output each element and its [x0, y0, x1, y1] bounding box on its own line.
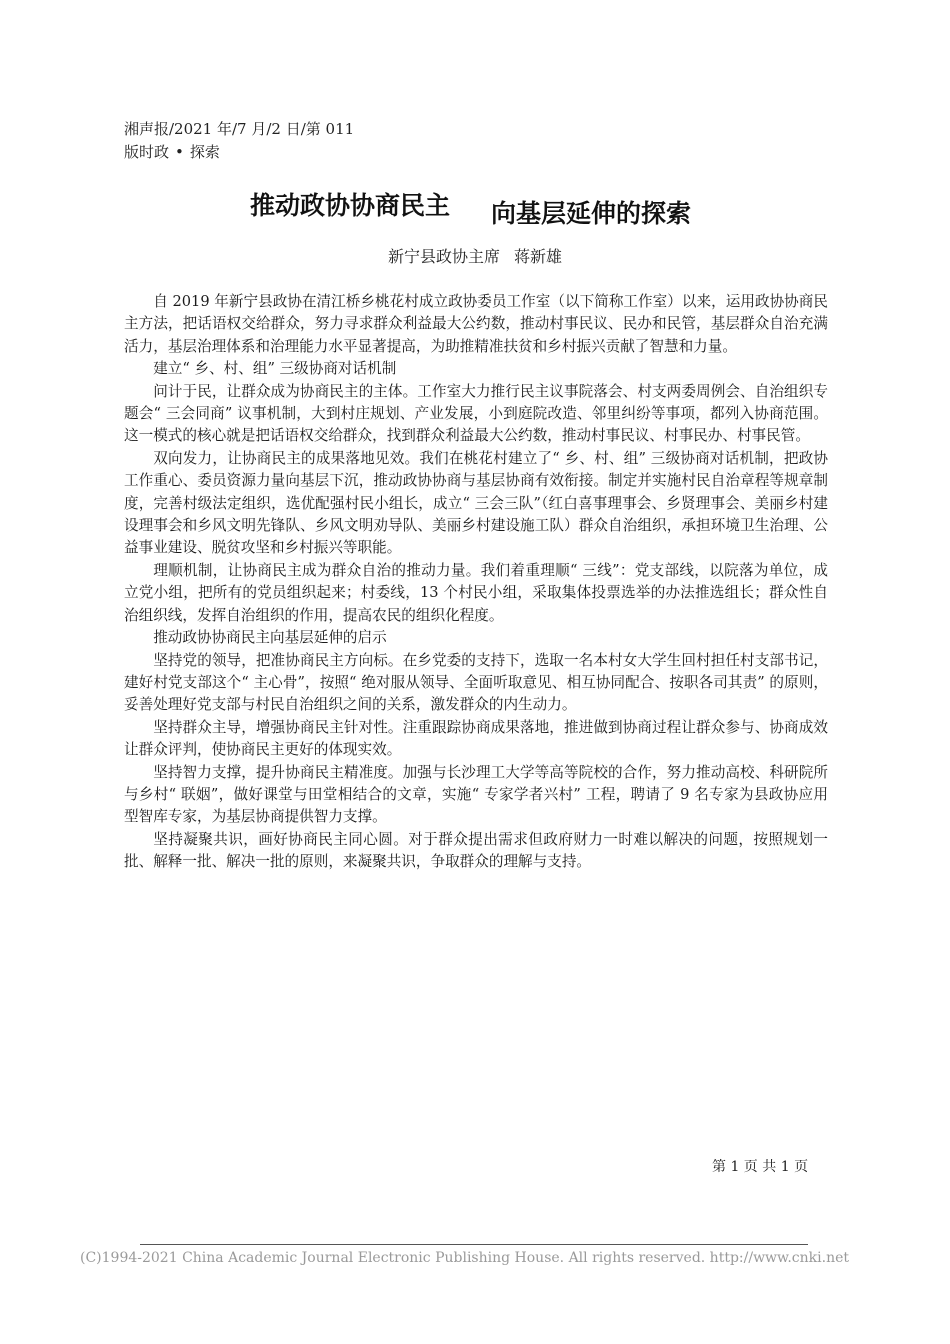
- paragraph: 理顺机制，让协商民主成为群众自治的推动力量。我们着重理顺“ 三线”：党支部线，以院落为单位，成立党小组，把所有的党员组织起来；村委线，13 个村民小组，采取集体投票选举的办法推选组长；群众性自治组织线，发挥自治组织的作用，提高农民的组织化程度。: [124, 561, 828, 624]
- copyright-notice: (C)1994-2021 China Academic Journal Electronic Publishing House. All rights reserved. http://www.cnki.net: [80, 1250, 850, 1266]
- title-part-2: 向基层延伸的探索: [491, 199, 692, 228]
- article-body: [124, 291, 828, 874]
- section-line: [124, 141, 354, 164]
- bullet-separator: •: [175, 143, 184, 161]
- subheading: 推动政协协商民主向基层延伸的启示: [153, 629, 387, 647]
- page-number: 第 1 页 共 1 页: [712, 1159, 809, 1175]
- section-label: 版时政: [124, 143, 170, 161]
- paragraph: 坚持群众主导，增强协商民主针对性。注重跟踪协商成果落地，推进做到协商过程让群众参与、协商成效让群众评判，使协商民主更好的体现实效。: [124, 718, 828, 759]
- paragraph: 问计于民，让群众成为协商民主的主体。工作室大力推行民主议事院落会、村支两委周例会、自治组织专题会“ 三会同商” 议事机制，大到村庄规划、产业发展，小到庭院改造、邻里纠纷等事项，都列入协商范围。这一模式的核心就是把话语权交给群众，找到群众利益最大公约数，推动村事民议、村事民办、村事民管。: [124, 382, 828, 445]
- paragraph: 自 2019 年新宁县政协在清江桥乡桃花村成立政协委员工作室（以下简称工作室）以来，运用政协协商民主方法，把话语权交给群众，努力寻求群众利益最大公约数，推动村事民议、民办和民管，基层群众自治充满活力，基层治理体系和治理能力水平显著提高，为助推精准扶贫和乡村振兴贡献了智慧和力量。: [124, 293, 828, 355]
- paragraph: 坚持凝聚共识，画好协商民主同心圆。对于群众提出需求但政府财力一时难以解决的问题，按照规划一批、解释一批、解决一批的原则，来凝聚共识，争取群众的理解与支持。: [124, 830, 828, 871]
- author-name: 蒋新雄: [514, 247, 563, 266]
- paragraph: 双向发力，让协商民主的成果落地见效。我们在桃花村建立了“ 乡、村、组” 三级协商对话机制，把政协工作重心、委员资源力量向基层下沉，推动政协协商与基层协商有效衔接。制定并实施村民自治章程等规章制度，完善村级法定组织，选优配强村民小组长，成立“ 三会三队”（红白喜事理事会、乡贤理事会、美丽乡村建设理事会和乡风文明先锋队、乡风文明劝导队、美丽乡村建设施工队）群众自治组织，承担环境卫生治理、公益事业建设、脱贫攻坚和乡村振兴等职能。: [124, 449, 828, 557]
- author-role: 新宁县政协主席: [387, 247, 500, 266]
- subheading: 建立“ 乡、村、组” 三级协商对话机制: [153, 360, 397, 378]
- column-label: 探索: [189, 143, 220, 161]
- title-part-1: 推动政协协商民主: [250, 191, 451, 220]
- footer-divider: [140, 1244, 808, 1245]
- document-header: [124, 118, 354, 164]
- paragraph: 坚持党的领导，把准协商民主方向标。在乡党委的支持下，选取一名本村女大学生回村担任村支部书记，建好村党支部这个“ 主心骨”，按照“ 绝对服从领导、全面听取意见、相互协同配合、按职各司其责” 的原则，妥善处理好党支部与村民自治组织之间的关系，激发群众的内生动力。: [124, 651, 828, 714]
- source-line: 湘声报/2021 年/7 月/2 日/第 011: [124, 120, 355, 138]
- paragraph: 坚持智力支撑，提升协商民主精准度。加强与长沙理工大学等高等院校的合作，努力推动高校、科研院所与乡村“ 联姻”，做好课堂与田堂相结合的文章，实施“ 专家学者兴村” 工程，聘请了 9 名专家为县政协应用型智库专家，为基层协商提供智力支撑。: [124, 763, 828, 826]
- byline: [0, 244, 950, 267]
